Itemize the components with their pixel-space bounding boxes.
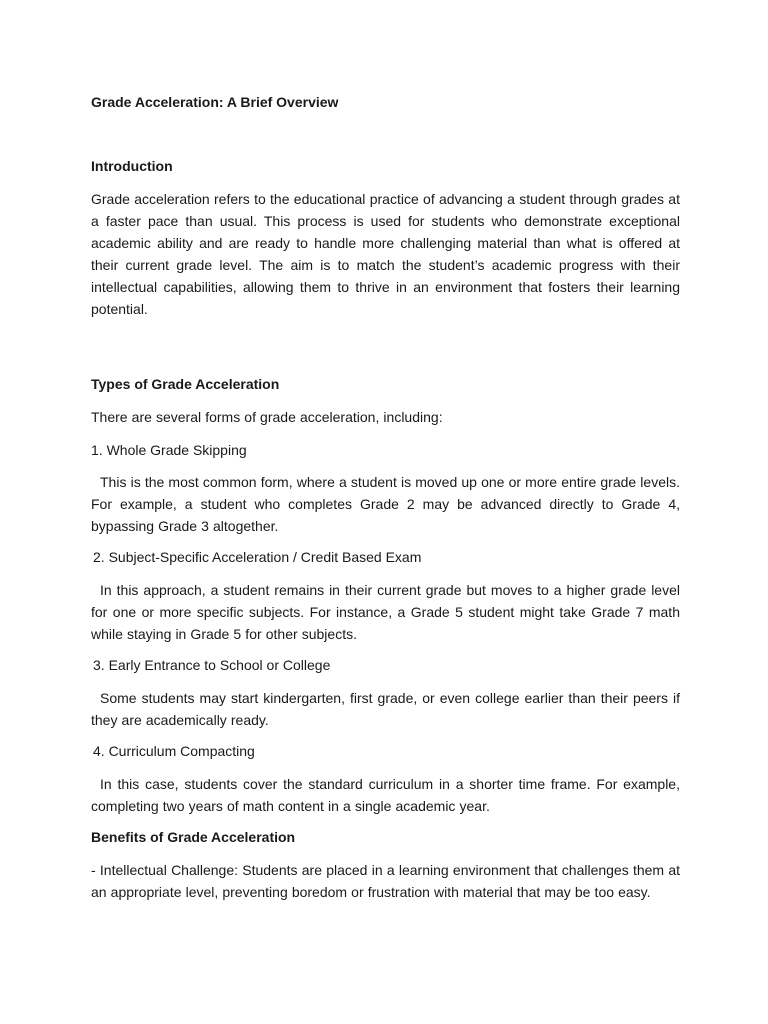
benefits-heading: Benefits of Grade Acceleration — [91, 829, 296, 845]
type-item-title: 3. Early Entrance to School or College — [93, 657, 331, 673]
benefit-item: - Intellectual Challenge: Students are placed in a learning environment that challenges them at an appropriate level, preventing boredom or frustration with material that may be too easy. — [91, 862, 680, 900]
type-item-body: In this approach, a student remains in their current grade but moves to a higher grade level for one or more specific subjects. For instance, a Grade 5 student might take Grade 7 math while staying in Grade 5 for other subjects. — [91, 582, 680, 642]
type-item-title: 1. Whole Grade Skipping — [91, 442, 247, 458]
type-item-body: This is the most common form, where a student is moved up one or more entire grade levels. For example, a student who completes Grade 2 may be advanced directly to Grade 4, bypassing Grade 3 altogether. — [91, 474, 680, 534]
introduction-paragraph: Grade acceleration refers to the educational practice of advancing a student through grades at a faster pace than usual. This process is used for students who demonstrate exceptional academic ability and are ready to handle more challenging material than what is offered at their current grade level. The aim is to match the student’s academic progress with their intellectual capabilities, allowing them to thrive in an environment that fosters their learning potential. — [91, 191, 680, 317]
types-heading: Types of Grade Acceleration — [91, 376, 280, 392]
types-intro-paragraph: There are several forms of grade acceleration, including: — [91, 409, 443, 425]
document-title: Grade Acceleration: A Brief Overview — [91, 94, 339, 110]
type-item-body: Some students may start kindergarten, first grade, or even college earlier than their peers if they are academically ready. — [91, 690, 680, 728]
type-item-title: 2. Subject-Specific Acceleration / Credit Based Exam — [93, 549, 422, 565]
type-item-body: In this case, students cover the standard curriculum in a shorter time frame. For example, completing two years of math content in a single academic year. — [91, 776, 680, 814]
introduction-heading: Introduction — [91, 158, 173, 174]
type-item-title: 4. Curriculum Compacting — [93, 743, 255, 759]
